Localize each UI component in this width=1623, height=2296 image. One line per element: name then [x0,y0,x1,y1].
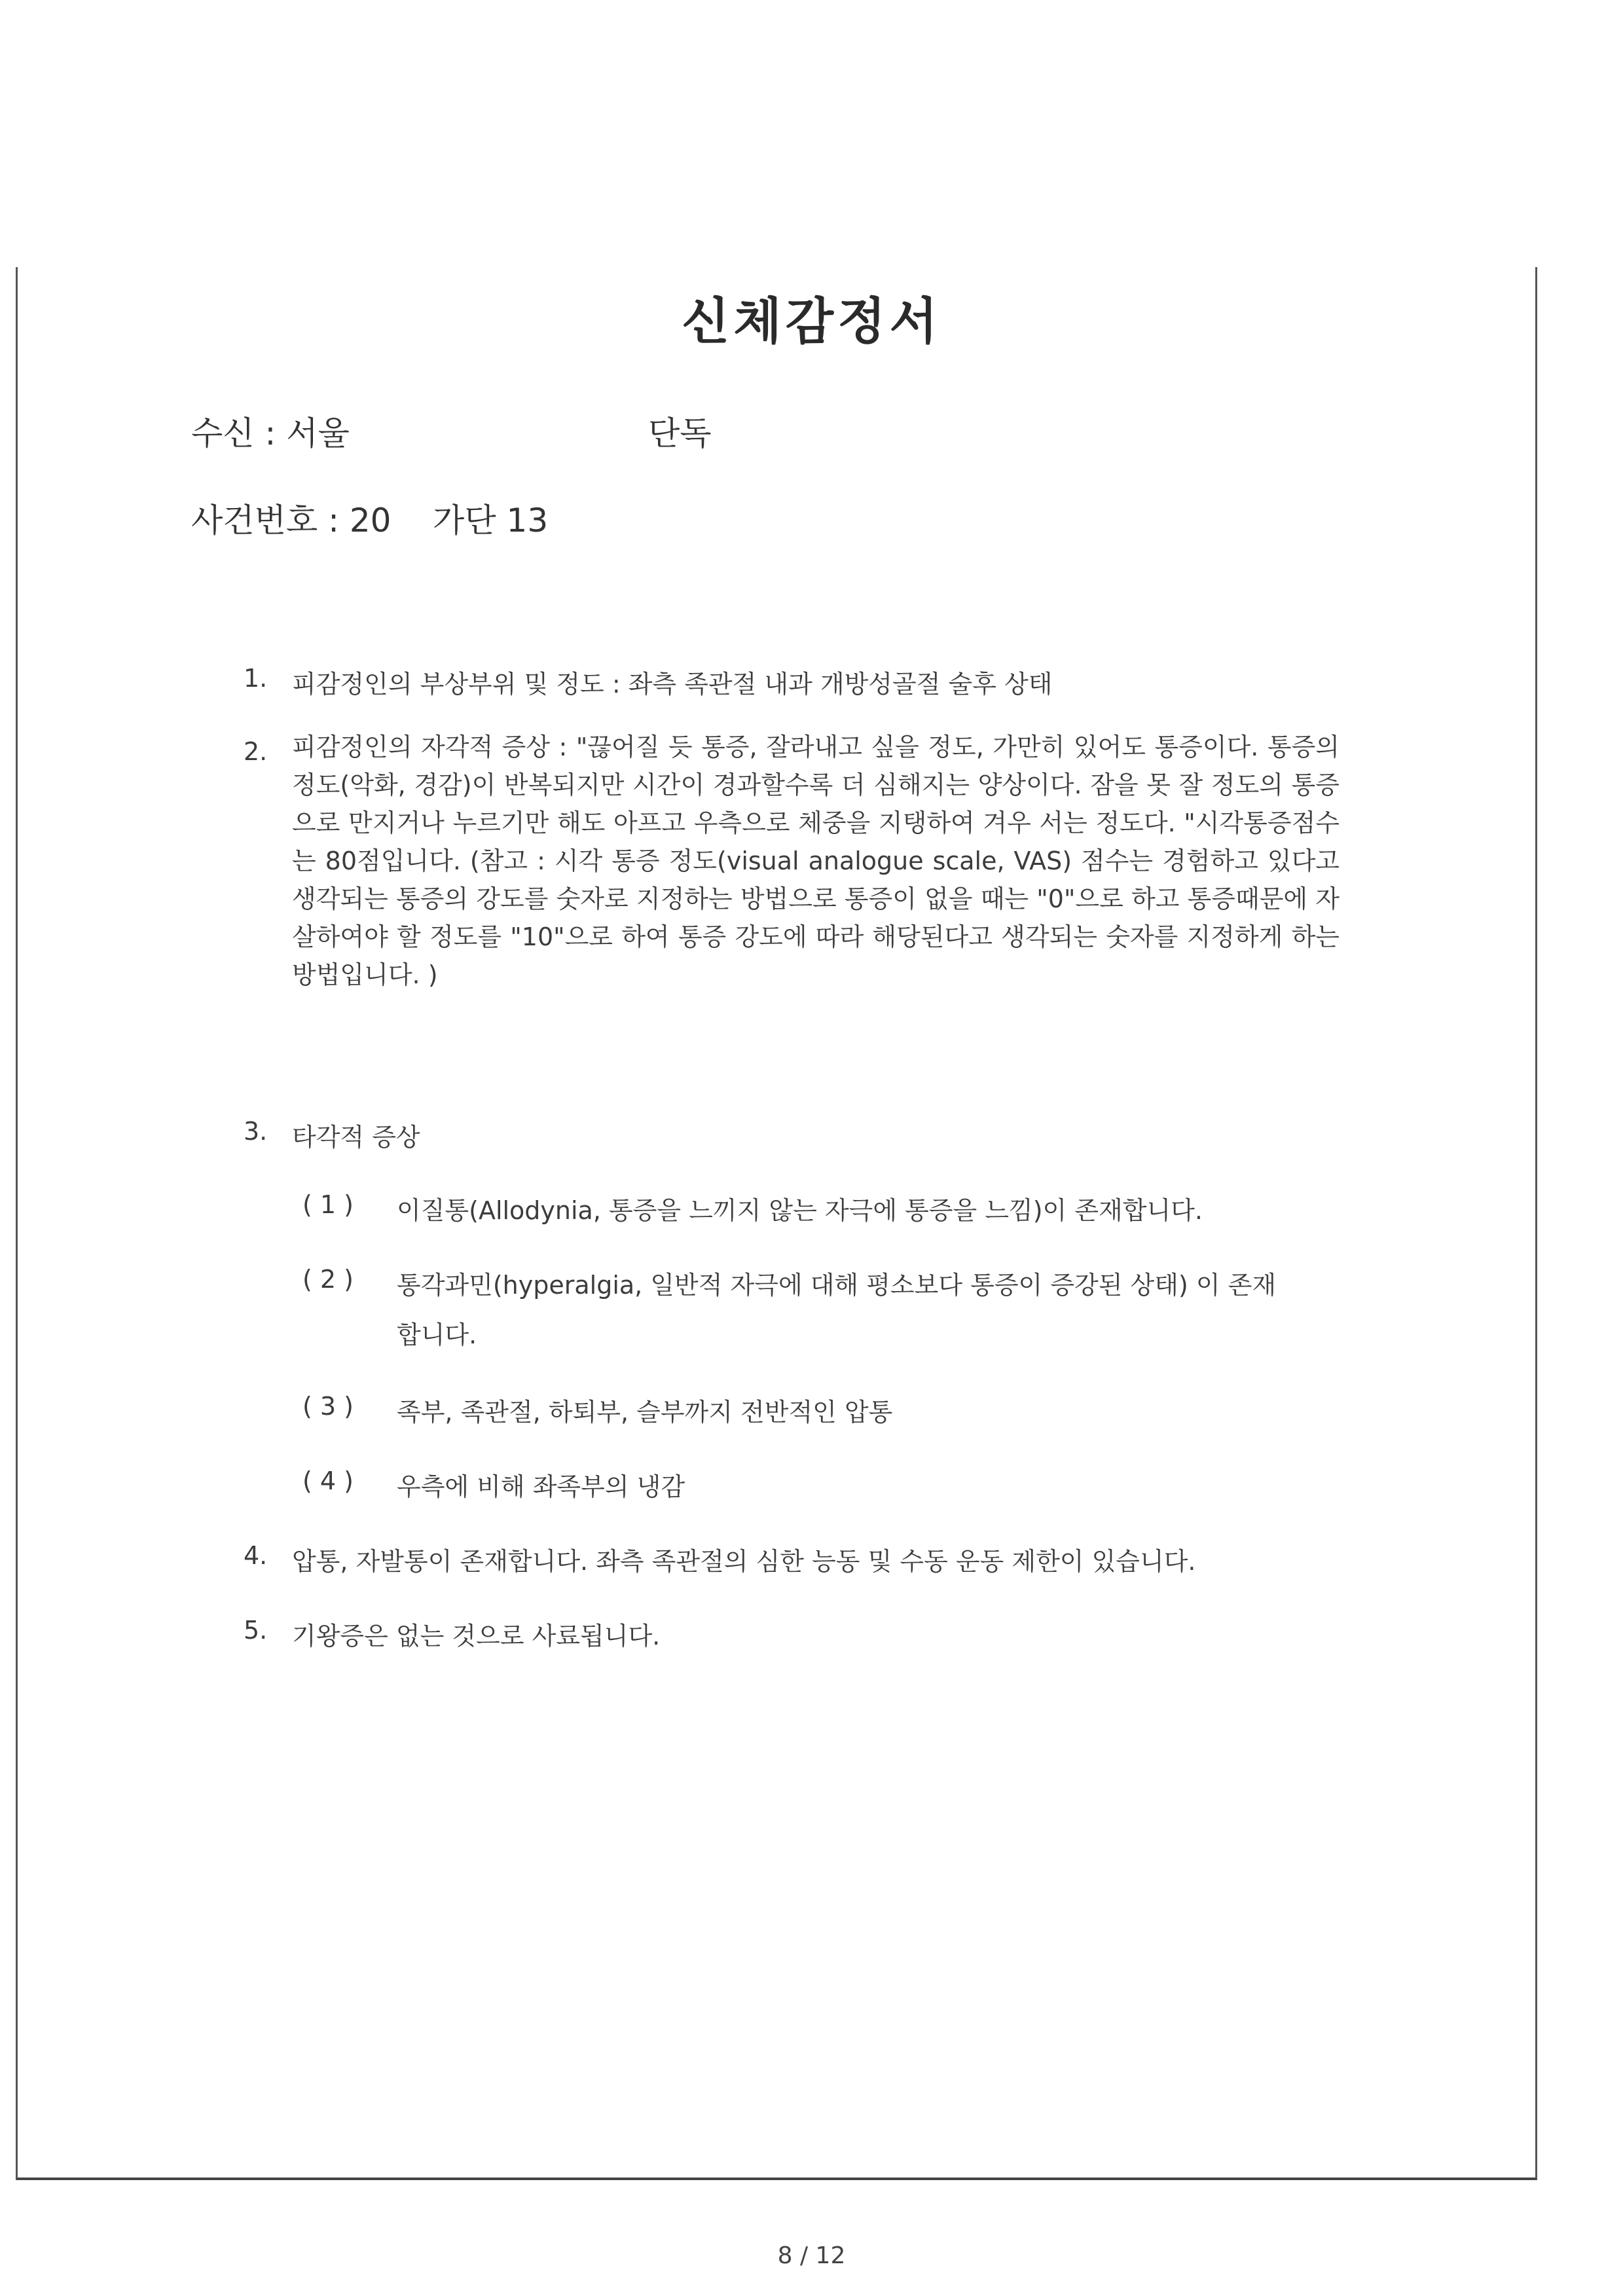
item-number-3: 3. [244,1117,268,1146]
sub-number-4: ( 4 ) [302,1467,354,1495]
item-number-1: 1. [244,664,268,693]
sub-item-hyperalgia-cont: 합니다. [397,1321,477,1349]
sub-item-hyperalgia: 통각과민(hyperalgia, 일반적 자극에 대해 평소보다 통증이 증강된 상태) 이 존재 [397,1271,1277,1300]
item-injury: 피감정인의 부상부위 및 정도 : 좌측 족관절 내과 개방성골절 술후 상태 [292,670,1053,699]
document-title: 신체감정서 [681,292,942,350]
item-previous-history: 기왕증은 없는 것으로 사료됩니다. [292,1622,661,1650]
recipient-label: 수신 : 서울 [191,414,350,452]
recipient-suffix: 단독 [648,414,712,452]
sub-number-3: ( 3 ) [302,1392,354,1421]
item-objective-symptoms: 타각적 증상 [292,1123,420,1152]
item-number-5: 5. [244,1616,268,1645]
item-tenderness-motion: 압통, 자발통이 존재합니다. 좌측 족관절의 심한 능동 및 수동 운동 제한이 있습니다. [292,1547,1196,1576]
case-number: 사건번호 : 20 가단 13 [191,501,549,539]
item-subjective-symptoms: 피감정인의 자각적 증상 : "끊어질 듯 통증, 잘라내고 싶을 정도, 가만히 있어도 통증이다. 통증의 정도(악화, 경감)이 반복되지만 시간이 경과할수록 더 심해지는 양상이다. 잠을 못 잘 정도의 통증으로 만지거나 누르기만 해도 아프고 우측으로 체중을 지탱하여 겨우 서는 정도다. "시각통증점수는 80점입니다. (참고 : 시각 통증 정도(visual analogue scale, VAS) 점수는 경험하고 있다고 생각되는 통증의 강도를 숫자로 지정하는 방법으로 통증이 없을 때는 "0"으로 하고 통증때문에 자살하여야 할 정도를 "10"으로 하여 통증 강도에 따라 해당된다고 생각되는 숫자를 지정하게 하는 방법입니다. ) [292,733,1340,989]
sub-number-2: ( 2 ) [302,1265,354,1294]
item-number-4: 4. [244,1541,268,1570]
item-number-2: 2. [244,737,268,766]
page-number: 8 / 12 [777,2242,846,2269]
sub-item-coldness: 우측에 비해 좌족부의 냉감 [397,1472,685,1501]
sub-number-1: ( 1 ) [302,1190,354,1219]
sub-item-allodynia: 이질통(Allodynia, 통증을 느끼지 않는 자극에 통증을 느낌)이 존재합니다. [397,1196,1203,1225]
sub-item-tenderness: 족부, 족관절, 하퇴부, 슬부까지 전반적인 압통 [397,1398,893,1427]
